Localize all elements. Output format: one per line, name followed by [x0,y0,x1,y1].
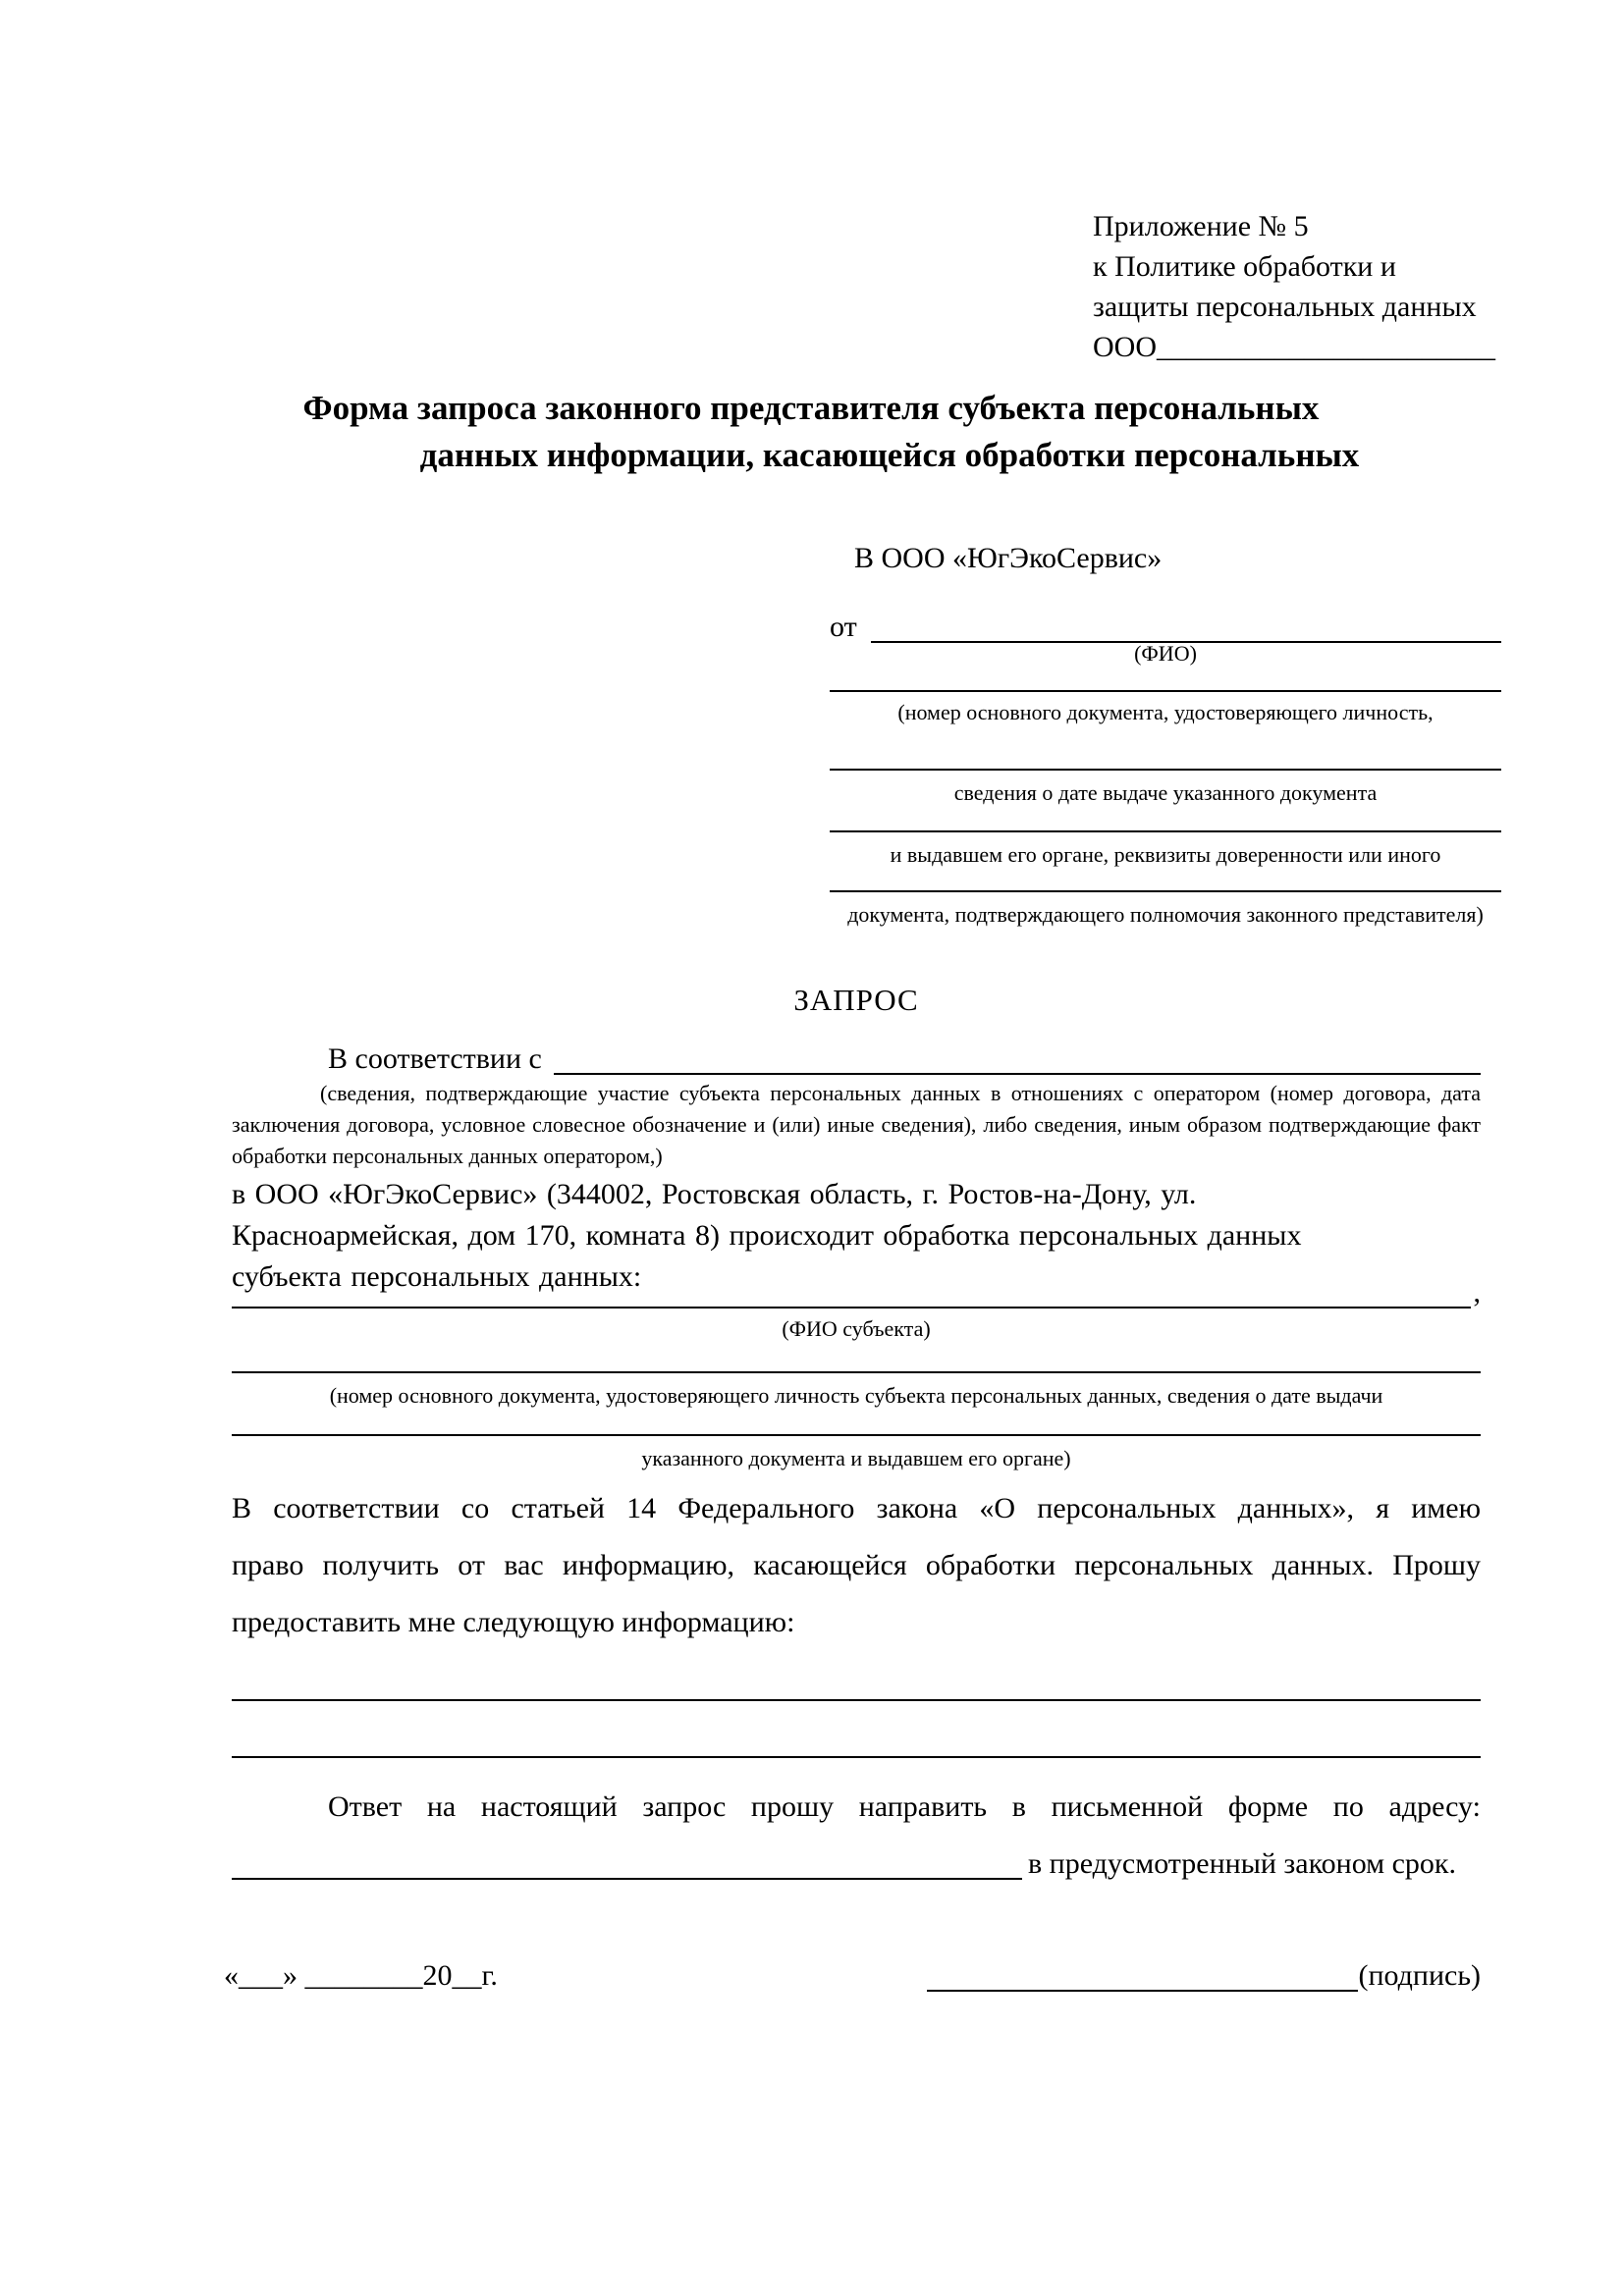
intro-label: В соответствии с [328,1042,542,1075]
address-fill-line [232,1843,1022,1880]
appendix-line-2: к Политике обработки и [1093,250,1396,283]
addressee-block [830,538,1501,931]
addressee-to: В ООО «ЮгЭкоСервис» [854,542,1163,574]
subject-fio-field [232,1272,1481,1313]
intro-note [232,1078,1481,1172]
intro-field [232,1039,1481,1080]
answer-blank-line-1 [232,1699,1481,1701]
appendix-line-3: защиты персональных данных [1093,291,1477,323]
representative-doc-caption-1: (номер основного документа, удостоверяющего личность, [897,700,1434,724]
subject-fio-comma: , [1473,1276,1481,1308]
appendix-ooo-line: ООО_______________________ [1093,331,1495,363]
intro-note-line-3: обработки персональных данных оператором,) [232,1144,663,1168]
deadline-text: в предусмотренный законом срок. [1028,1847,1456,1880]
from-fill-line [871,607,1501,643]
representative-doc-line-4 [830,890,1501,892]
intro-fill-line [554,1039,1481,1075]
representative-doc-line-1 [830,690,1501,692]
operator-paragraph-line-2: Красноармейская, дом 170, комната 8) происходит обработка персональных данных [232,1219,1302,1252]
operator-paragraph-line-1: в ООО «ЮгЭкоСервис» (344002, Ростовская область, г. Ростов-на-Дону, ул. [232,1178,1197,1210]
appendix-line-1: Приложение № 5 [1093,210,1309,242]
address-field [232,1843,1481,1885]
subject-doc-caption-2: указанного документа и выдавшем его органе) [641,1446,1071,1470]
title-line-2: данных информации, касающейся обработки персональных [419,436,1360,474]
representative-doc-caption-4: документа, подтверждающего полномочия законного представителя) [847,902,1484,927]
representative-doc-line-3 [830,830,1501,832]
intro-note-line-1: (сведения, подтверждающие участие субъекта персональных данных в отношениях с оператором (номер договора, дата [320,1081,1481,1105]
signature-caption: (подпись) [1358,1959,1481,1992]
subject-doc-caption-1: (номер основного документа, удостоверяющего личность субъекта персональных данных, сведения о дате выдачи [329,1383,1383,1408]
signature-field [927,1955,1481,1997]
date-field: «___» ________20__г. [224,1959,498,1992]
appendix-header [1093,206,1505,367]
answer-blank-line-2 [232,1756,1481,1758]
request-heading: ЗАПРОС [793,983,919,1017]
law-paragraph-line-3: предоставить мне следующую информацию: [232,1606,795,1638]
law-paragraph [232,1480,1481,1651]
subject-fio-caption: (ФИО субъекта) [782,1316,931,1341]
subject-doc-line-1 [232,1371,1481,1373]
operator-paragraph-line-3: субъекта персональных данных: [232,1260,642,1293]
subject-doc-line-2 [232,1434,1481,1436]
signature-fill-line [927,1955,1358,1992]
fio-caption: (ФИО) [1134,641,1197,666]
law-paragraph-line-1: В соответствии со статьей 14 Федерального закона «О персональных данных», я имею [232,1492,1481,1524]
representative-doc-caption-3: и выдавшем его органе, реквизиты доверенности или иного [890,842,1441,867]
intro-note-line-2: заключения договора, условное словесное обозначение и (или) иные сведения), либо сведения, иным образом подтверждающие факт [232,1112,1481,1137]
law-paragraph-line-2: право получить от вас информацию, касающейся обработки персональных данных. Прошу [232,1549,1481,1581]
representative-doc-caption-2: сведения о дате выдаче указанного документа [953,780,1378,805]
answer-paragraph: Ответ на настоящий запрос прошу направить в письменной форме по адресу: [328,1790,1481,1823]
representative-doc-line-2 [830,769,1501,771]
title-line-1: Форма запроса законного представителя субъекта персональных [302,389,1320,427]
subject-fio-fill-line [232,1272,1471,1308]
document-title [232,385,1481,479]
from-label: от [830,611,857,643]
